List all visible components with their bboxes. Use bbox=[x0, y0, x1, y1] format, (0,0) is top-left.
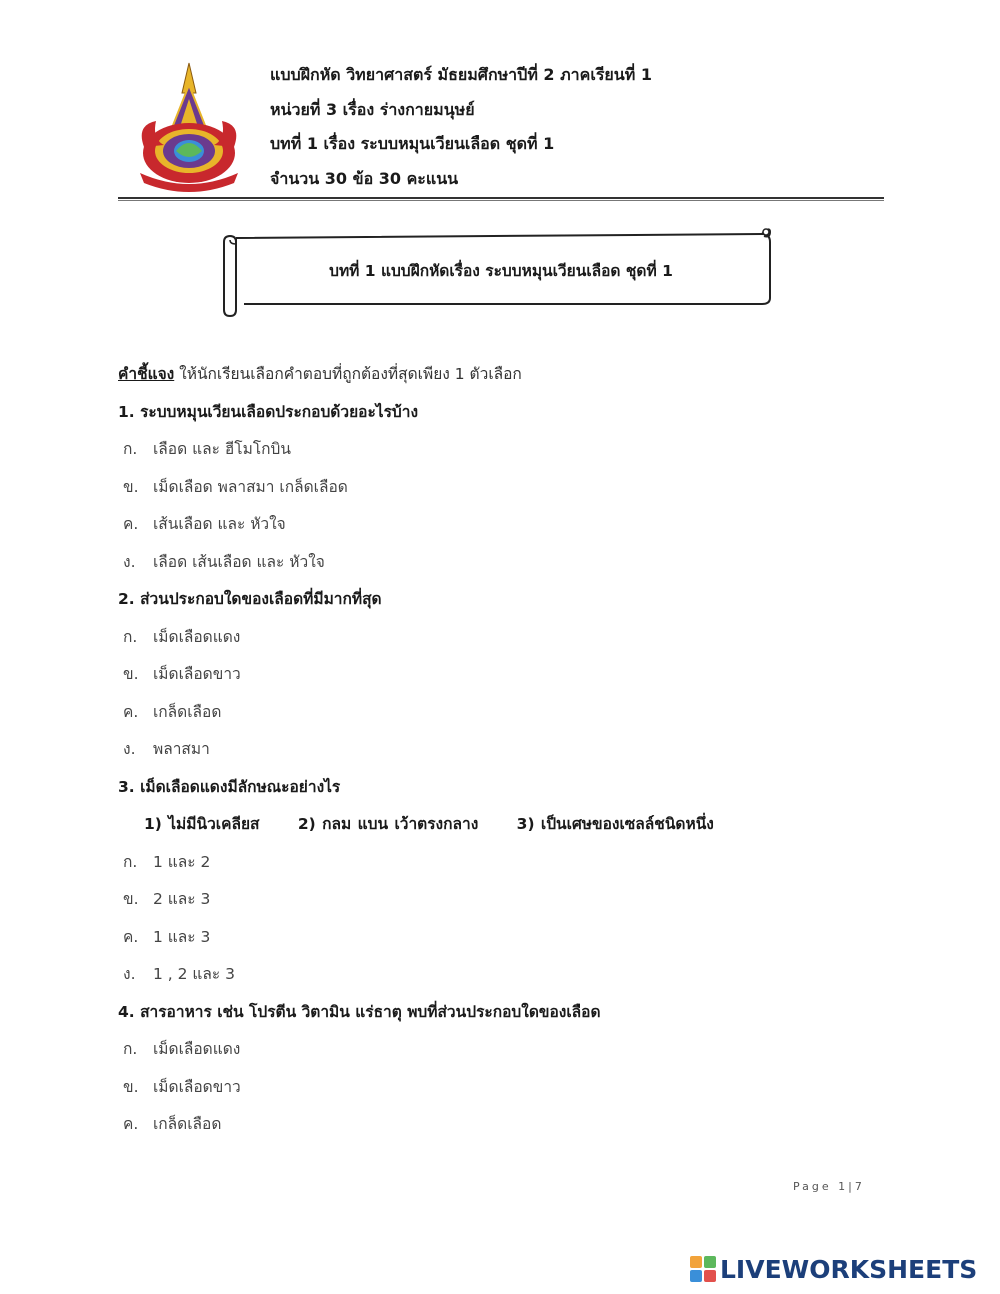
choice-text: เม็ดเลือดขาว bbox=[153, 665, 241, 683]
choice-4c[interactable] bbox=[118, 1106, 898, 1144]
instruction-text: ให้นักเรียนเลือกคำตอบที่ถูกต้องที่สุดเพียง 1 ตัวเลือก bbox=[174, 365, 522, 383]
choice-text: 1 และ 3 bbox=[153, 927, 211, 946]
choice-3c[interactable] bbox=[118, 919, 898, 957]
choice-letter: ข. bbox=[123, 477, 139, 496]
choice-text: เกล็ดเลือด bbox=[153, 1115, 222, 1133]
school-logo bbox=[130, 55, 248, 195]
choice-text: 2 และ 3 bbox=[153, 890, 211, 908]
liveworksheets-brand[interactable] bbox=[690, 1252, 977, 1286]
choice-text: เม็ดเลือดขาว bbox=[153, 1077, 241, 1096]
choice-3a[interactable] bbox=[118, 844, 898, 882]
choice-4a[interactable] bbox=[118, 1031, 898, 1069]
choice-4b[interactable] bbox=[118, 1069, 898, 1107]
choice-3b[interactable] bbox=[118, 881, 898, 919]
choice-letter: ก. bbox=[123, 440, 138, 458]
choice-letter: ค. bbox=[123, 515, 139, 533]
choice-3d[interactable] bbox=[118, 956, 898, 994]
choice-letter: ข. bbox=[123, 1077, 139, 1096]
choice-text: เลือด เส้นเลือด และ หัวใจ bbox=[153, 552, 325, 571]
header-line-count: จำนวน 30 ข้อ 30 คะแนน bbox=[270, 168, 459, 188]
header-line-subject: แบบฝึกหัด วิทยาศาสตร์ มัธยมศึกษาปีที่ 2 ภาคเรียนที่ 1 bbox=[270, 65, 652, 84]
choice-letter: ก. bbox=[123, 852, 138, 871]
instruction-label: คำชี้แจง bbox=[118, 365, 175, 383]
instruction bbox=[118, 356, 898, 394]
choice-1b[interactable] bbox=[118, 469, 898, 507]
choice-text: 1 , 2 และ 3 bbox=[153, 965, 236, 983]
banner-title: บทที่ 1 แบบฝึกหัดเรื่อง ระบบหมุนเวียนเลือด ชุดที่ 1 bbox=[329, 261, 673, 280]
header-info bbox=[270, 58, 652, 196]
choice-1d[interactable] bbox=[118, 544, 898, 582]
question-3: 3. เม็ดเลือดแดงมีลักษณะอย่างไร bbox=[118, 777, 341, 796]
choice-text: พลาสมา bbox=[153, 740, 210, 758]
choice-text: เม็ดเลือด พลาสมา เกล็ดเลือด bbox=[153, 477, 348, 496]
choice-letter: ข. bbox=[123, 890, 139, 908]
choice-letter: ง. bbox=[123, 965, 136, 983]
choice-letter: ค. bbox=[123, 927, 139, 946]
choice-text: เลือด และ ฮีโมโกบิน bbox=[153, 440, 291, 458]
choice-text: เกล็ดเลือด bbox=[153, 702, 222, 721]
header-line-unit: หน่วยที่ 3 เรื่อง ร่างกายมนุษย์ bbox=[270, 99, 475, 119]
worksheet-content bbox=[118, 356, 898, 1144]
question-3-statements: 1) ไม่มีนิวเคลียส 2) กลม แบน เว้าตรงกลาง 3) เป็นเศษของเซลล์ชนิดหนึ่ง bbox=[144, 815, 714, 833]
choice-text: 1 และ 2 bbox=[153, 852, 211, 871]
choice-2b[interactable] bbox=[118, 656, 898, 694]
choice-1c[interactable] bbox=[118, 506, 898, 544]
header-line-lesson: บทที่ 1 เรื่อง ระบบหมุนเวียนเลือด ชุดที่ 1 bbox=[270, 134, 555, 153]
choice-text: เม็ดเลือดแดง bbox=[153, 627, 241, 646]
liveworksheets-logo-icon bbox=[690, 1256, 716, 1282]
page-number: Page 1|7 bbox=[793, 1180, 865, 1193]
choice-letter: ก. bbox=[123, 1040, 138, 1058]
header-divider-thin bbox=[118, 200, 884, 201]
question-1: 1. ระบบหมุนเวียนเลือดประกอบด้วยอะไรบ้าง bbox=[118, 402, 419, 421]
choice-1a[interactable] bbox=[118, 431, 898, 469]
choice-letter: ก. bbox=[123, 627, 138, 646]
choice-letter: ง. bbox=[123, 740, 136, 758]
question-4: 4. สารอาหาร เช่น โปรตีน วิตามิน แร่ธาตุ พบที่ส่วนประกอบใดของเลือด bbox=[118, 1002, 601, 1021]
choice-2c[interactable] bbox=[118, 694, 898, 732]
choice-letter: ค. bbox=[123, 1115, 139, 1133]
brand-name: LIVEWORKSHEETS bbox=[720, 1254, 978, 1284]
choice-2a[interactable] bbox=[118, 619, 898, 657]
choice-letter: ข. bbox=[123, 665, 139, 683]
header-divider bbox=[118, 197, 884, 199]
choice-2d[interactable] bbox=[118, 731, 898, 769]
choice-text: เส้นเลือด และ หัวใจ bbox=[153, 515, 286, 533]
choice-letter: ค. bbox=[123, 702, 139, 721]
choice-text: เม็ดเลือดแดง bbox=[153, 1040, 241, 1058]
choice-letter: ง. bbox=[123, 552, 136, 571]
question-2: 2. ส่วนประกอบใดของเลือดที่มีมากที่สุด bbox=[118, 590, 382, 608]
